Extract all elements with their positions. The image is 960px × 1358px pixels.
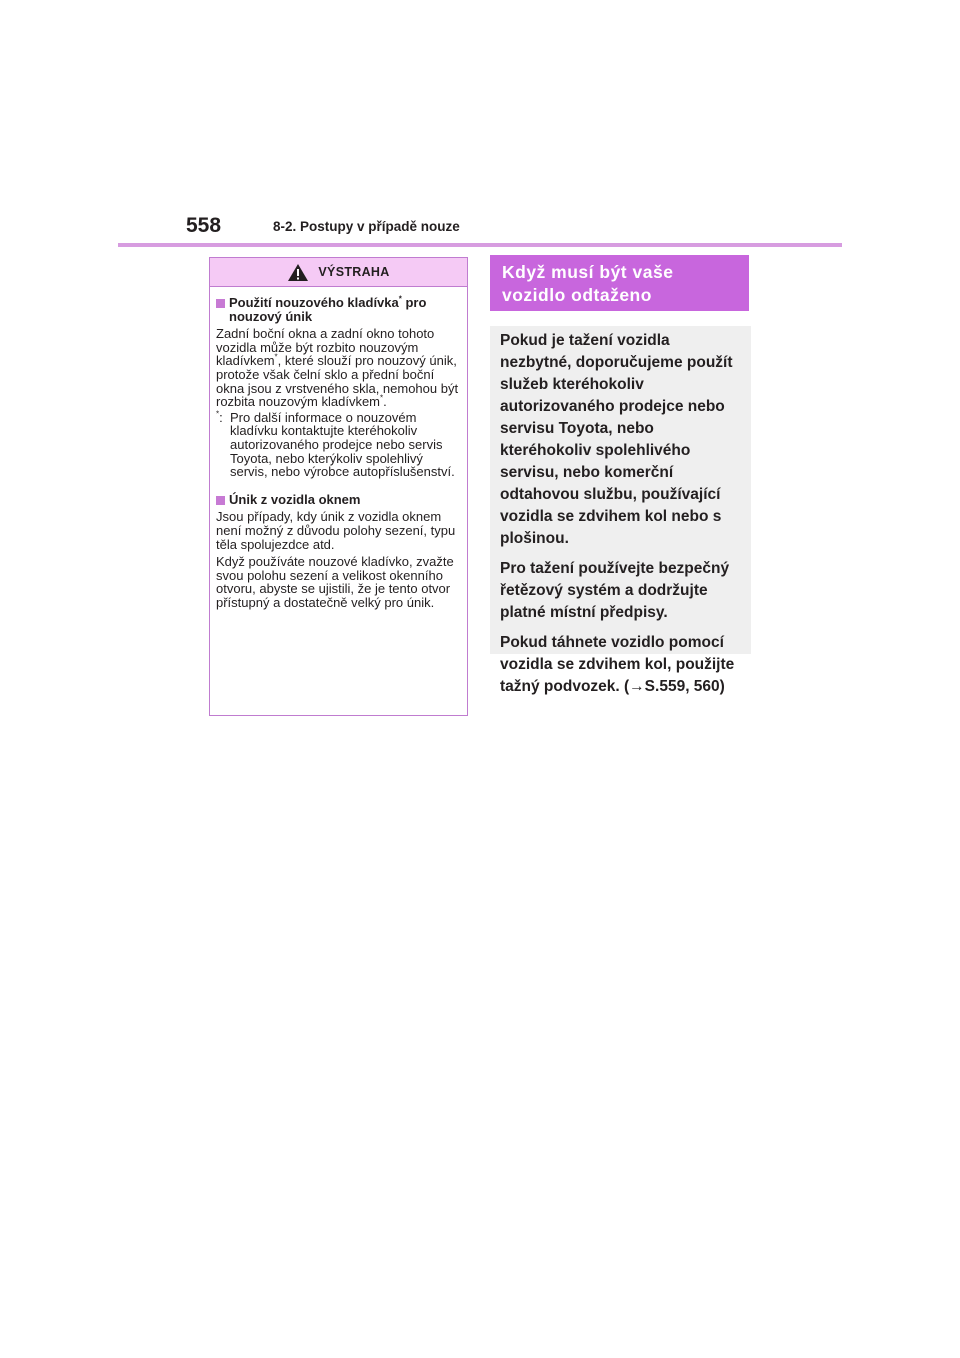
- subheading-text: Použití nouzového kladívka: [229, 295, 399, 310]
- subheading-text-end: pro nouzový únik: [229, 295, 427, 324]
- paragraph-escape-2: Když používáte nouzové kladívko, zvažte svou polohu sezení a velikost okenního otvoru, abyste se ujistili, že je tento otvor přístupný a dostatečně velký pro únik.: [216, 554, 454, 610]
- towing-paragraph-2: Pro tažení používejte bezpečný řetězový systém a dodržujte platné místní předpisy.: [500, 560, 730, 621]
- subheading-text: Únik z vozidla oknem: [229, 491, 361, 507]
- footnote-text: Pro další informace o nouzovém kladívku kontaktujte kteréhokoliv autorizovaného prodejce nebo servis Toyota, nebo kterýkoliv spolehlivý servis, nebo výrobce autopříslušenství.: [230, 409, 455, 480]
- subheading-emergency-hammer: [216, 296, 460, 323]
- warning-triangle-icon: [287, 263, 309, 282]
- paragraph-text: .: [383, 394, 387, 410]
- paragraph-escape-1: Jsou případy, kdy únik z vozidla oknem není možný z důvodu polohy sezení, typu těla spolujezdce atd.: [216, 509, 456, 552]
- warning-body: [210, 287, 467, 609]
- paragraph-text: , které slouží pro nouzový únik, protože však čelní sklo a přední boční okna jsou z vrstveného skla, nemohou být rozbita nouzovým kladívkem: [216, 353, 459, 410]
- towing-paragraph-1: Pokud je tažení vozidla nezbytné, doporučujeme použít služeb kteréhokoliv autorizovaného prodejce nebo servisu Toyota, nebo kteréhokoliv spolehlivého servisu, nebo komerční odtahovou službu, používající vozidla se zdvihem kol nebo s plošinou.: [500, 332, 733, 547]
- warning-box: [209, 257, 468, 716]
- square-bullet-icon: [216, 299, 225, 308]
- square-bullet-icon: [216, 496, 225, 505]
- footnote-mark: *: [380, 393, 384, 403]
- warning-header: [210, 258, 467, 287]
- towing-paragraph-3: Pokud táhnete vozidlo pomocí vozidla se zdvihem kol, použijte tažný podvozek. (→S.559, 560): [500, 634, 735, 695]
- footnote-mark: *: [274, 353, 278, 363]
- header-rule: [118, 243, 842, 247]
- paragraph-text: Zadní boční okna a zadní okno tohoto vozidla může být rozbito nouzovým kladívkem: [216, 326, 435, 369]
- page-number: 558: [186, 214, 222, 237]
- footnote: [216, 411, 460, 479]
- towing-heading: Když musí být vaše vozidlo odtaženo: [490, 255, 749, 311]
- footnote-mark: *: [216, 409, 220, 419]
- paragraph-hammer: [216, 327, 460, 409]
- towing-info-box: [490, 326, 751, 695]
- footnote-colon: :: [219, 409, 223, 425]
- subheading-window-escape: [216, 493, 460, 507]
- section-title: 8-2. Postupy v případě nouze: [273, 219, 460, 234]
- warning-title: VÝSTRAHA: [318, 265, 390, 279]
- footnote-mark: *: [398, 294, 402, 304]
